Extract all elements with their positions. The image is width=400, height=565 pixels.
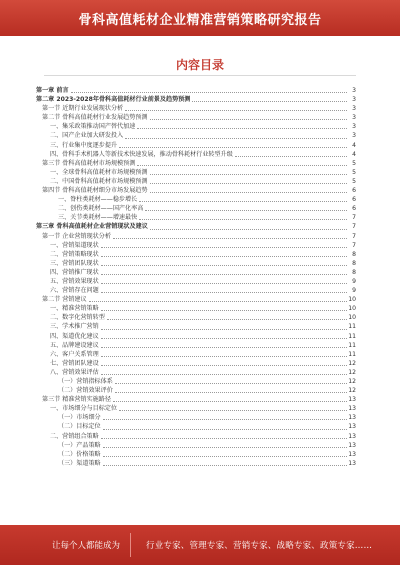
toc-entry-page-number: 11 — [348, 341, 356, 349]
toc-leader-dots — [103, 465, 347, 466]
toc-entry-label: 二、营销策略现状 — [50, 250, 99, 258]
toc-entry[interactable] — [36, 341, 356, 350]
toc-entry-label: 一、集采政策推动国产替代加速 — [50, 123, 136, 131]
toc-entry-page-number: 13 — [348, 414, 356, 422]
toc-entry-page-number: 5 — [352, 159, 356, 167]
toc-entry[interactable] — [36, 277, 356, 286]
toc-entry[interactable] — [36, 159, 356, 168]
toc-entry-page-number: 10 — [348, 314, 356, 322]
toc-entry[interactable] — [36, 404, 356, 413]
toc-entry[interactable] — [36, 186, 356, 195]
toc-entry-page-number: 7 — [352, 214, 356, 222]
toc-entry-label: （二）营销效果评价 — [58, 387, 113, 395]
toc-leader-dots — [101, 347, 347, 348]
toc-entry-page-number: 12 — [348, 368, 356, 376]
toc-leader-dots — [101, 374, 347, 375]
toc-leader-dots — [103, 456, 347, 457]
toc-entry-label: 三、营销团队现状 — [50, 259, 99, 267]
toc-leader-dots — [101, 365, 347, 366]
toc-entry-page-number: 7 — [352, 232, 356, 240]
toc-leader-dots — [103, 429, 347, 430]
toc-leader-dots — [145, 210, 347, 211]
toc-entry-label: 第二节 营销建议 — [42, 296, 87, 304]
toc-entry-label: 四、营销推广现状 — [50, 268, 99, 276]
toc-entry-label: （一）产品策略 — [58, 441, 101, 449]
toc-leader-dots — [89, 301, 347, 302]
toc-entry-page-number: 11 — [348, 332, 356, 340]
toc-leader-dots — [150, 119, 347, 120]
toc-entry[interactable] — [36, 450, 356, 459]
toc-entry-label: 第一节 近期行业发展现状分析 — [42, 105, 124, 113]
toc-entry[interactable] — [36, 268, 356, 277]
toc-entry-page-number: 5 — [352, 168, 356, 176]
toc-entry[interactable] — [36, 377, 356, 386]
toc-entry-page-number: 12 — [348, 359, 356, 367]
toc-leader-dots — [192, 101, 347, 102]
toc-entry[interactable] — [36, 195, 356, 204]
toc-leader-dots — [101, 338, 347, 339]
toc-entry[interactable] — [36, 413, 356, 422]
toc-leader-dots — [113, 401, 347, 402]
toc-leader-dots — [101, 438, 347, 439]
toc-entry[interactable] — [36, 95, 356, 104]
footer-divider — [130, 533, 131, 557]
toc-entry-page-number: 12 — [348, 378, 356, 385]
toc-leader-dots — [235, 156, 347, 157]
toc-entry-label: 第四节 骨科高值耗材细分市场发展趋势 — [42, 187, 148, 195]
toc-entry-page-number: 9 — [352, 287, 356, 295]
toc-entry[interactable] — [36, 213, 356, 222]
toc-entry[interactable] — [36, 131, 356, 140]
toc-entry[interactable] — [36, 141, 356, 150]
toc-entry[interactable] — [36, 232, 356, 241]
toc-entry-label: 一、营销渠道现状 — [50, 241, 99, 249]
page-header-banner — [0, 0, 400, 36]
toc-entry[interactable] — [36, 177, 356, 186]
toc-entry-label: 二、中国骨科高值耗材市场规模预测 — [50, 177, 148, 185]
toc-entry-label: 一、全球骨科高值耗材市场规模预测 — [50, 168, 148, 176]
footer-expert-list: 行业专家、管理专家、营销专家、战略专家、政策专家…… — [146, 541, 373, 551]
toc-entry-label: 第二节 骨科高值耗材行业发展趋势预测 — [42, 114, 148, 122]
toc-heading: 内容目录 — [175, 58, 224, 72]
toc-entry[interactable] — [36, 322, 356, 331]
toc-entry-page-number: 5 — [352, 177, 356, 185]
toc-leader-dots — [139, 219, 347, 220]
toc-leader-dots — [115, 383, 347, 384]
toc-leader-dots — [113, 238, 347, 239]
toc-entry-page-number: 3 — [352, 105, 356, 113]
toc-entry[interactable] — [36, 250, 356, 259]
toc-entry-page-number: 8 — [352, 268, 356, 276]
toc-entry-label: 八、营销效果评估 — [50, 368, 99, 376]
toc-entry-label: 第二章 2023-2028年骨科高值耗材行业前景及趋势预测 — [36, 96, 191, 104]
toc-entry[interactable] — [36, 359, 356, 368]
toc-entry-label: 六、营销存在问题 — [50, 287, 99, 295]
toc-entry-page-number: 3 — [352, 87, 356, 94]
toc-entry[interactable] — [36, 332, 356, 341]
toc-entry-page-number: 13 — [348, 432, 356, 440]
toc-entry[interactable] — [36, 313, 356, 322]
toc-entry[interactable] — [36, 368, 356, 377]
toc-heading-divider — [44, 75, 356, 76]
report-title: 骨科高值耗材企业精准营销策略研究报告 — [78, 13, 322, 28]
toc-entry-page-number: 13 — [348, 459, 356, 467]
toc-entry-label: 五、品牌建设建议 — [50, 341, 99, 349]
toc-entry[interactable] — [36, 104, 356, 113]
toc-leader-dots — [150, 174, 348, 175]
toc-entry-page-number: 3 — [352, 114, 356, 122]
toc-leader-dots — [71, 92, 347, 93]
toc-entry-label: 第一节 企业营销现状分析 — [42, 232, 111, 240]
toc-entry-label: 四、骨科手术机器人等新技术快速发展，推动骨科耗材行业转型升级 — [50, 150, 233, 158]
toc-entry-page-number: 13 — [348, 423, 356, 431]
toc-entry-page-number: 11 — [348, 350, 356, 358]
toc-leader-dots — [137, 128, 347, 129]
toc-entry-label: （三）渠道策略 — [58, 459, 101, 467]
toc-entry-label: （一）营销指标体系 — [58, 378, 113, 385]
toc-entry[interactable] — [36, 168, 356, 177]
toc-entry-page-number: 3 — [352, 96, 356, 104]
toc-entry[interactable] — [36, 122, 356, 131]
toc-entry-page-number: 4 — [352, 150, 356, 158]
toc-leader-dots — [103, 447, 347, 448]
toc-entry-page-number: 10 — [348, 296, 356, 304]
toc-entry-page-number: 9 — [352, 277, 356, 285]
toc-entry-page-number: 4 — [352, 141, 356, 149]
toc-entry-label: 二、营销组合策略 — [50, 432, 99, 440]
toc-entry-page-number: 7 — [352, 223, 356, 231]
toc-entry-page-number: 8 — [352, 259, 356, 267]
toc-leader-dots — [103, 419, 347, 420]
toc-entry[interactable] — [36, 459, 356, 468]
toc-entry-page-number: 6 — [352, 196, 356, 204]
toc-entry[interactable] — [36, 222, 356, 231]
toc-entry-label: 二、创伤类耗材——国产化率高 — [58, 205, 144, 213]
toc-entry-label: 五、营销效果现状 — [50, 277, 99, 285]
toc-leader-dots — [150, 192, 347, 193]
toc-leader-dots — [125, 138, 347, 139]
toc-entry-page-number: 8 — [352, 250, 356, 258]
toc-entry-label: 第三节 骨科高值耗材市场规模预测 — [42, 159, 136, 167]
toc-leader-dots — [101, 256, 347, 257]
toc-leader-dots — [101, 283, 347, 284]
toc-entry[interactable] — [36, 395, 356, 404]
toc-leader-dots — [101, 356, 347, 357]
toc-entry-label: 第三章 骨科高值耗材企业营销现状及建议 — [36, 223, 148, 231]
toc-entry-page-number: 13 — [348, 396, 356, 404]
toc-entry-label: 三、学术推广营销 — [50, 323, 99, 331]
toc-entry[interactable] — [36, 422, 356, 431]
footer-slogan: 让每个人都能成为 — [52, 541, 121, 551]
toc-leader-dots — [150, 183, 348, 184]
toc-entry-page-number: 11 — [348, 323, 356, 331]
toc-entry-label: 二、数字化营销转型 — [50, 314, 105, 322]
toc-leader-dots — [101, 265, 347, 266]
toc-entry-label: 四、渠道优化建议 — [50, 332, 99, 340]
toc-leader-dots — [101, 329, 347, 330]
toc-leader-dots — [137, 165, 347, 166]
toc-entry-page-number: 6 — [352, 187, 356, 195]
toc-entry-label: 三、关节类耗材——增速最快 — [58, 214, 138, 222]
toc-leader-dots — [101, 310, 347, 311]
toc-entry[interactable] — [36, 350, 356, 359]
toc-leader-dots — [125, 110, 347, 111]
toc-entry-label: （二）目标定位 — [58, 423, 101, 431]
toc-entry-page-number: 13 — [348, 441, 356, 449]
toc-leader-dots — [107, 319, 347, 320]
toc-entry-page-number: 13 — [348, 450, 356, 458]
toc-entry[interactable] — [36, 259, 356, 268]
toc-entry-page-number: 3 — [352, 123, 356, 131]
toc-entry-page-number: 12 — [348, 387, 356, 395]
toc-entry-label: （一）市场细分 — [58, 414, 101, 422]
toc-entry-page-number: 10 — [348, 305, 356, 313]
toc-leader-dots — [101, 274, 347, 275]
toc-entry-label: 第三节 精准营销实施路径 — [42, 396, 111, 404]
toc-entry-label: 二、国产企业加大研发投入 — [50, 132, 124, 140]
toc-leader-dots — [101, 292, 347, 293]
toc-entry-label: 六、客户关系管理 — [50, 350, 99, 358]
toc-leader-dots — [139, 201, 347, 202]
toc-leader-dots — [115, 392, 347, 393]
toc-entry[interactable] — [36, 204, 356, 213]
toc-entry[interactable] — [36, 441, 356, 450]
toc-entry[interactable] — [36, 432, 356, 441]
toc-entry-label: 一、市场细分与目标定位 — [50, 405, 118, 413]
toc-entry[interactable] — [36, 295, 356, 304]
toc-entry[interactable] — [36, 386, 356, 395]
toc-entry-page-number: 13 — [348, 405, 356, 413]
toc-entry[interactable] — [36, 241, 356, 250]
toc-entry-page-number: 3 — [352, 132, 356, 140]
toc-leader-dots — [101, 247, 347, 248]
toc-leader-dots — [119, 147, 347, 148]
toc-entry[interactable] — [36, 113, 356, 122]
toc-leader-dots — [150, 229, 347, 230]
toc-entry-label: 第一章 前言 — [36, 87, 69, 94]
toc-entry[interactable] — [36, 150, 356, 159]
toc-entry[interactable] — [36, 304, 356, 313]
toc-entry-page-number: 7 — [352, 241, 356, 249]
toc-entry-label: （二）价格策略 — [58, 450, 101, 458]
toc-entry-label: 七、营销团队建设 — [50, 359, 99, 367]
toc-leader-dots — [119, 410, 347, 411]
toc-entry-label: 一、脊柱类耗材——稳步增长 — [58, 196, 138, 204]
toc-entry-label: 一、精准营销策略 — [50, 305, 99, 313]
table-of-contents — [36, 86, 356, 468]
page-footer-banner — [0, 525, 400, 565]
toc-entry[interactable] — [36, 286, 356, 295]
toc-entry-page-number: 6 — [352, 205, 356, 213]
toc-entry[interactable] — [36, 86, 356, 95]
toc-entry-label: 三、行业集中度逐步提升 — [50, 141, 118, 149]
